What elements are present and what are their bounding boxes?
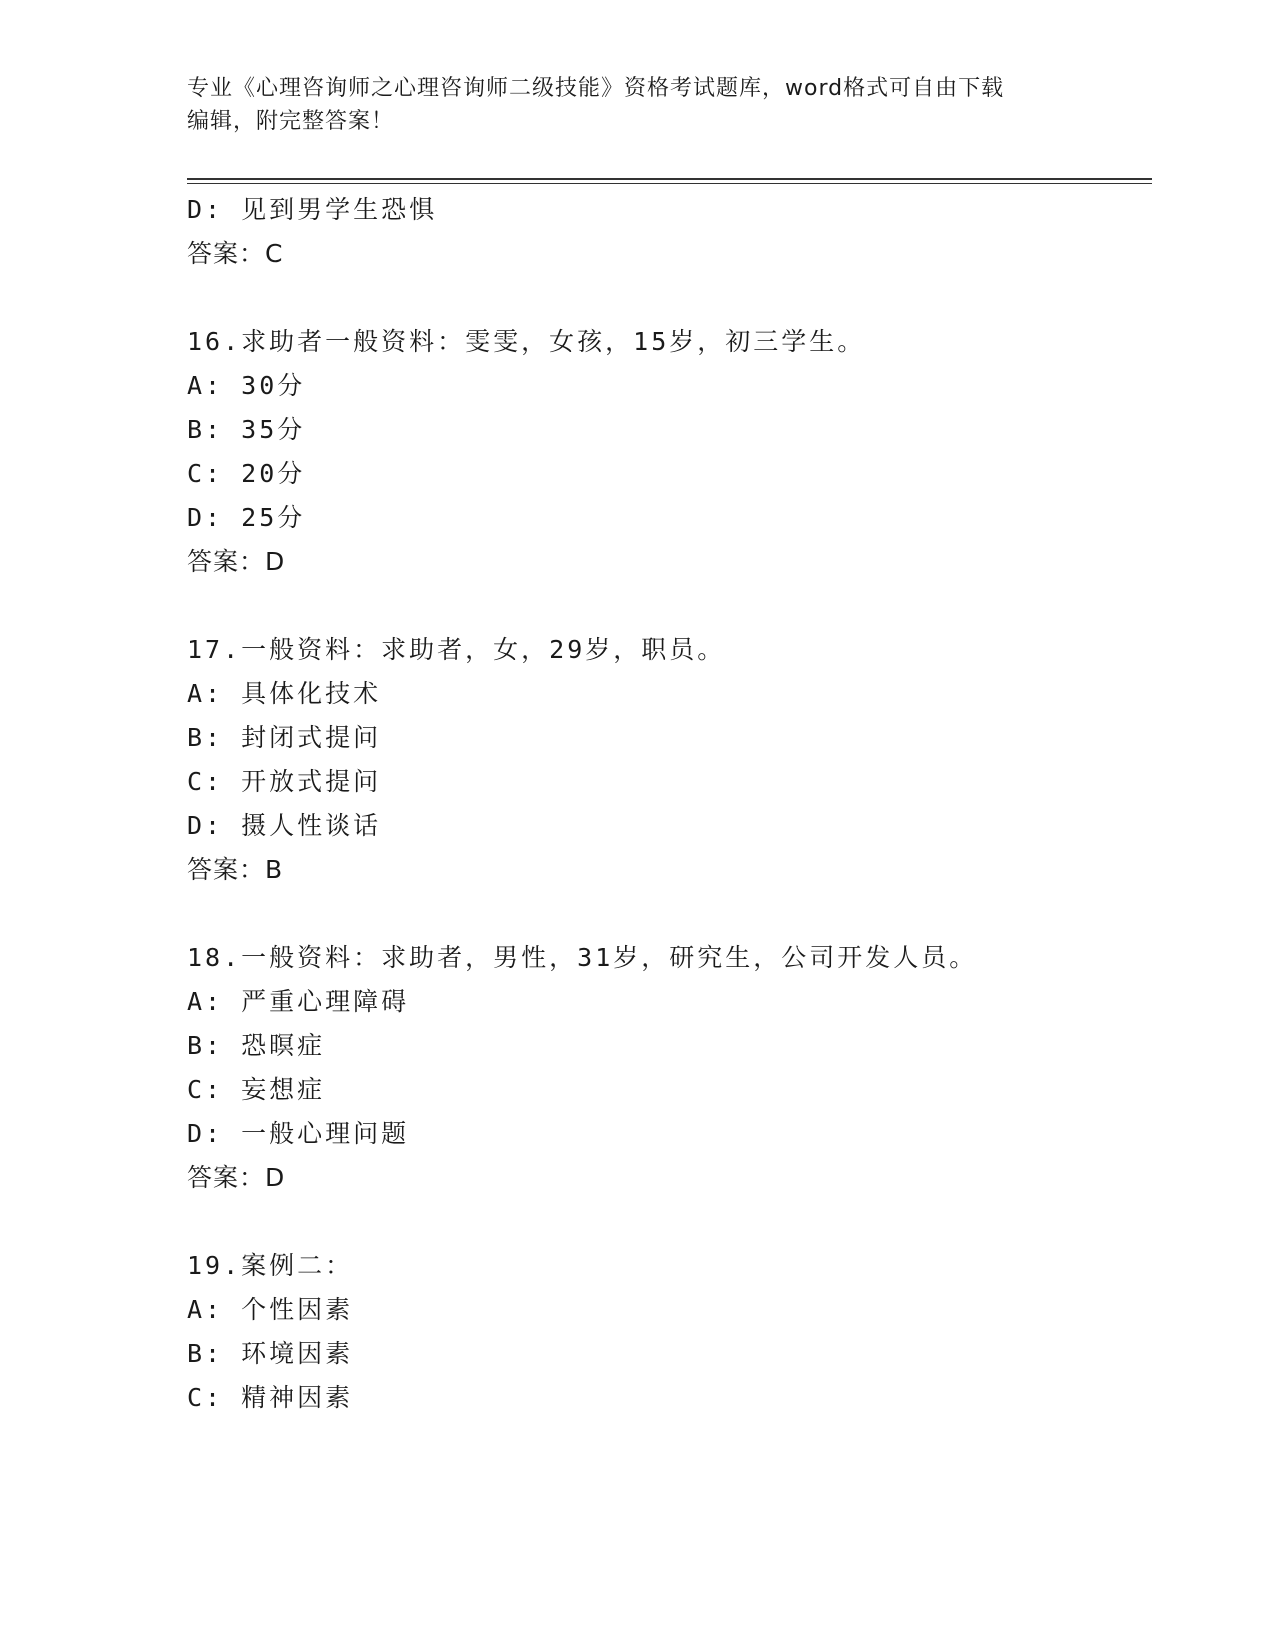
document-header xyxy=(187,72,1067,138)
option-c: C: 妄想症 xyxy=(187,1075,326,1104)
option-c: C: 精神因素 xyxy=(187,1383,354,1412)
option-d: D: 25分 xyxy=(187,503,306,532)
question-18: 18.一般资料：求助者，男性，31岁，研究生，公司开发人员。 xyxy=(187,943,978,972)
option-a: A: 严重心理障碍 xyxy=(187,987,410,1016)
answer-line: 答案：D xyxy=(187,547,286,576)
option-a: A: 个性因素 xyxy=(187,1295,354,1324)
option-b: B: 35分 xyxy=(187,415,306,444)
option-b: B: 封闭式提问 xyxy=(187,723,382,752)
option-a: A: 30分 xyxy=(187,371,306,400)
header-line-2: 编辑，附完整答案！ xyxy=(187,109,395,134)
option-d: D: 摄人性谈话 xyxy=(187,811,382,840)
option-d: D: 一般心理问题 xyxy=(187,1119,410,1148)
option-b: B: 恐暝症 xyxy=(187,1031,326,1060)
header-line-1: 专业《心理咨询师之心理咨询师二级技能》资格考试题库，word格式可自由下载 xyxy=(187,76,1005,101)
option-d: D: 见到男学生恐惧 xyxy=(187,195,438,224)
header-divider-thick xyxy=(187,178,1152,180)
question-17: 17.一般资料：求助者，女，29岁，职员。 xyxy=(187,635,726,664)
option-b: B: 环境因素 xyxy=(187,1339,354,1368)
question-19: 19.案例二： xyxy=(187,1251,354,1280)
option-a: A: 具体化技术 xyxy=(187,679,382,708)
answer-line: 答案：D xyxy=(187,1163,286,1192)
option-c: C: 20分 xyxy=(187,459,306,488)
answer-line: 答案：C xyxy=(187,239,284,268)
answer-line: 答案：B xyxy=(187,855,284,884)
question-16: 16.求助者一般资料：雯雯，女孩，15岁，初三学生。 xyxy=(187,327,866,356)
option-c: C: 开放式提问 xyxy=(187,767,382,796)
header-divider-thin xyxy=(187,183,1152,184)
